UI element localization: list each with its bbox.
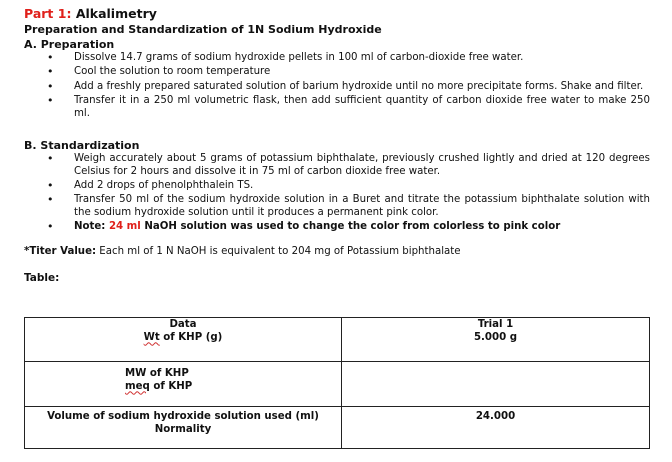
list-item: • Cool the solution to room temperature <box>47 65 271 79</box>
table-label: Table: <box>24 272 60 285</box>
note-item: • Note: 24 ml NaOH solution was used to change the color from colorless to pink color <box>47 220 561 234</box>
bullet-icon: • <box>47 151 54 165</box>
bullet-icon: • <box>47 193 54 207</box>
wt-value: 5.000 g <box>473 331 518 343</box>
bullet-icon: • <box>47 220 54 234</box>
table-row <box>25 407 650 449</box>
data-table <box>24 317 650 449</box>
bullet-icon: • <box>47 93 54 107</box>
wt-label: Wt of KHP (g) <box>143 331 223 343</box>
normality-label: Normality <box>154 423 212 435</box>
list-item: • Add a freshly prepared saturated solution of barium hydroxide until no more precipitate forms. Shake and filter. <box>47 79 644 93</box>
section-b-list <box>24 153 650 234</box>
mw-label: MW of KHP <box>125 368 189 379</box>
section-a-heading: A. Preparation <box>24 38 115 51</box>
meq-label: meq of KHP <box>125 380 193 392</box>
list-item: • Add 2 drops of phenolphthalein TS. <box>47 179 254 193</box>
list-item: • Dissolve 14.7 grams of sodium hydroxide pellets in 100 ml of carbon-dioxide free water. <box>47 51 524 64</box>
table-row <box>25 362 650 407</box>
header-trial: Trial 1 <box>477 319 514 330</box>
titer-value: *Titer Value: Each ml of 1 N NaOH is equivalent to 204 mg of Potassium biphthalate <box>24 246 461 258</box>
document-body <box>24 6 650 285</box>
part-prefix: Part 1: <box>24 6 72 21</box>
bullet-icon: • <box>47 179 54 193</box>
list-item: • Transfer 50 ml of the sodium hydroxide solution in a Buret and titrate the potassium biphthalate solution with the sodium hydroxide solution until it produces a permanent pink color. <box>47 193 650 219</box>
note-highlight: 24 ml <box>108 221 141 233</box>
part-title <box>24 6 650 22</box>
section-b-heading: B. Standardization <box>24 138 140 152</box>
volume-value: 24.000 <box>475 411 516 422</box>
bullet-icon: • <box>47 79 54 93</box>
bullet-icon: • <box>47 65 54 79</box>
document-subtitle: Preparation and Standardization of 1N Sodium Hydroxide <box>24 23 382 36</box>
part-name: Alkalimetry <box>75 6 157 21</box>
table-row <box>25 318 650 362</box>
header-data: Data <box>169 319 197 330</box>
section-a-list <box>24 52 650 120</box>
volume-label: Volume of sodium hydroxide solution used (ml) <box>47 411 319 422</box>
bullet-icon: • <box>47 51 54 64</box>
list-item: • Transfer it in a 250 ml volumetric flask, then add sufficient quantity of carbon dioxide free water to make 250 ml. <box>47 93 650 119</box>
list-item: • Weigh accurately about 5 grams of potassium biphthalate, previously crushed lightly and dried at 120 degrees Celsius for 2 hours and dissolve it in 75 ml of carbon dioxide free water. <box>47 151 650 177</box>
